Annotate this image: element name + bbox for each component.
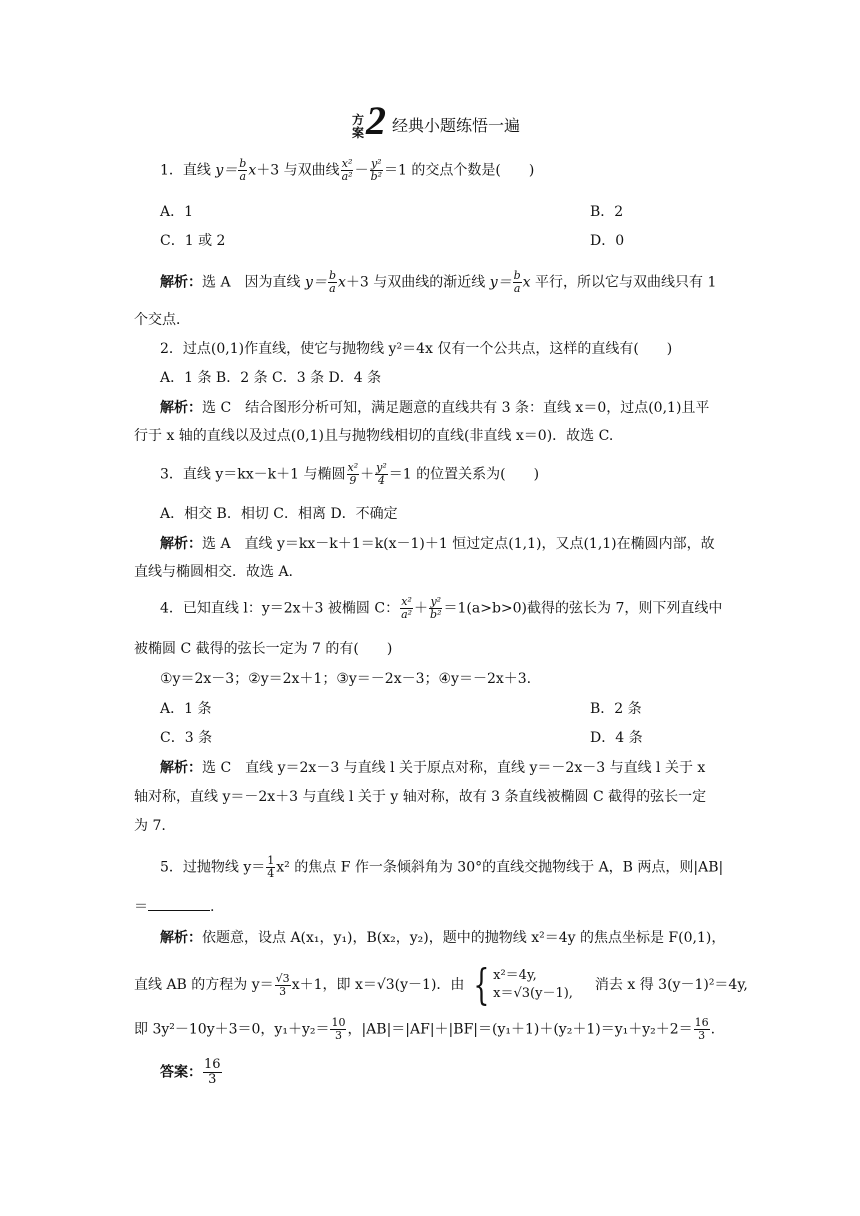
fraction: $\frac{10}{3}$ xyxy=(331,1016,346,1042)
q5-stem: 5．过抛物线 y＝ $\frac{1}{4}$ x² 的焦点 F 作一条倾斜角为 30°的直线交抛物线于 A，B 两点，则|AB| xyxy=(160,854,724,880)
title-label xyxy=(352,114,364,140)
fraction: $\frac{b}{a}$ xyxy=(239,157,247,183)
q4-stem-cont: 被椭圆 C 截得的弦长一定为 7 的有( ) xyxy=(134,641,393,657)
q4-solution: 解析：选 C 直线 y＝2x－3 与直线 l 关于原点对称，直线 y＝－2x－3 与直线 l 关于 x xyxy=(160,760,706,776)
title-small-bottom: 案 xyxy=(352,126,365,140)
q2-solution: 解析：选 C 结合图形分析可知，满足题意的直线共有 3 条：直线 x＝0，过点(0,1)且平 xyxy=(160,400,710,416)
q5-solution-cont1: 直线 AB 的方程为 y＝ $\frac{√3}{3}$ x＋1，即 x＝√3(y－1)．由 { x²＝4y, x＝√3(y－1), 消去 x 得 3(y－1)²＝4y, xyxy=(134,960,748,1009)
title-text: 经典小题练悟一遍 xyxy=(392,116,521,135)
q4-stem: 4．已知直线 l：y＝2x＋3 被椭圆 C： $\frac{\text{x²}}{\text{a²}}$ ＋ $\frac{\text{y²}}{\text{b²}}$ ＝1(a>b>0)截得的弦长为 7，则下列直线中 xyxy=(160,595,723,621)
equation-system: { x²＝4y, x＝√3(y－1), xyxy=(473,960,573,1009)
q2-solution-cont: 行于 x 轴的直线以及过点(0,1)且与抛物线相切的直线(非直线 x＝0)．故选 C. xyxy=(134,428,614,444)
q5-solution: 解析：依题意，设点 A(x₁，y₁)，B(x₂，y₂)，题中的抛物线 x²＝4y 的焦点坐标是 F(0,1)， xyxy=(160,930,726,946)
q1-option-b: B．2 xyxy=(590,204,624,220)
answer-blank xyxy=(148,896,210,911)
q4-option-c: C．3 条 xyxy=(160,730,213,746)
q1-solution: 解析：选 A 因为直线 y＝ $\frac{b}{a}$ x＋3 与双曲线的渐近线 y＝ $\frac{b}{a}$ x 平行，所以它与双曲线只有 1 xyxy=(160,269,717,295)
q4-solution-cont2: 为 7. xyxy=(134,818,166,834)
fraction: $\frac{\text{y²}}{4}$ xyxy=(376,461,387,487)
section-title xyxy=(352,98,521,143)
fraction: $\frac{√3}{3}$ xyxy=(275,971,290,998)
q3-stem: 3．直线 y＝kx－k＋1 与椭圆 $\frac{\text{x²}}{9}$ ＋ $\frac{\text{y²}}{4}$ ＝1 的位置关系为( ) xyxy=(160,461,540,487)
fraction: $\frac{1}{4}$ xyxy=(267,854,275,880)
q4-option-d: D．4 条 xyxy=(590,730,643,746)
fraction: $\frac{\text{y²}}{\text{b²}}$ xyxy=(370,157,383,183)
q4-solution-cont1: 轴对称，直线 y＝－2x＋3 与直线 l 关于 y 轴对称，故有 3 条直线被椭圆 C 截得的弦长一定 xyxy=(134,789,707,805)
q1-options-row1 xyxy=(160,201,730,223)
fraction: $\frac{b}{a}$ xyxy=(328,269,336,295)
q1-option-a: A．1 xyxy=(160,204,194,220)
fraction: $\frac{\text{x²}}{\text{a²}}$ xyxy=(341,157,353,183)
q2-stem: 2．过点(0,1)作直线，使它与抛物线 y²＝4x 仅有一个公共点，这样的直线有( ) xyxy=(160,341,673,357)
q4-option-a: A．1 条 xyxy=(160,701,212,717)
q4-option-b: B．2 条 xyxy=(590,701,642,717)
q1-option-c: C．1 或 2 xyxy=(160,233,226,249)
title-number: 2 xyxy=(366,98,387,143)
q3-solution-cont: 直线与椭圆相交．故选 A. xyxy=(134,564,294,580)
q2-options: A．1 条 B．2 条 C．3 条 D．4 条 xyxy=(160,370,382,386)
answer-fraction: $\frac{16}{3}$ xyxy=(204,1057,221,1087)
q1-options-row2 xyxy=(160,230,730,252)
q4-options-row1 xyxy=(160,698,730,720)
q3-options: A．相交 B．相切 C．相离 D．不确定 xyxy=(160,506,398,522)
title-small-top: 方 xyxy=(352,113,365,127)
q1-stem: 1．直线 y＝ $\frac{b}{a}$ x＋3 与双曲线 $\frac{\text{x²}}{\text{a²}}$ － $\frac{\text{y²}}{\text{b²}}$ ＝1 的交点个数是( ) xyxy=(160,157,535,183)
q4-list: ①y＝2x－3；②y＝2x＋1；③y＝－2x－3；④y＝－2x＋3. xyxy=(160,671,532,687)
q4-options-row2 xyxy=(160,727,730,749)
q1-solution-cont: 个交点． xyxy=(134,312,190,328)
fraction: $\frac{b}{a}$ xyxy=(513,269,521,295)
q1-option-d: D．0 xyxy=(590,233,625,249)
q3-solution: 解析：选 A 直线 y＝kx－k＋1＝k(x－1)＋1 恒过定点(1,1)，又点(1,1)在椭圆内部，故 xyxy=(160,536,715,552)
fraction: $\frac{\text{y²}}{\text{b²}}$ xyxy=(430,595,442,621)
q5-solution-cont2: 即 3y²－10y＋3＝0，y₁＋y₂＝ $\frac{10}{3}$ ，|AB|＝|AF|＋|BF|＝(y₁＋1)＋(y₂＋1)＝y₁＋y₂＋2＝ $\frac{16}{3}$ . xyxy=(134,1016,716,1042)
fraction: $\frac{16}{3}$ xyxy=(694,1016,709,1042)
q5-stem-cont: ＝ . xyxy=(134,896,704,918)
fraction: $\frac{\text{x²}}{\text{a²}}$ xyxy=(401,595,413,621)
q5-answer: 答案： $\frac{16}{3}$ xyxy=(160,1057,221,1087)
fraction: $\frac{\text{x²}}{9}$ xyxy=(347,461,359,487)
